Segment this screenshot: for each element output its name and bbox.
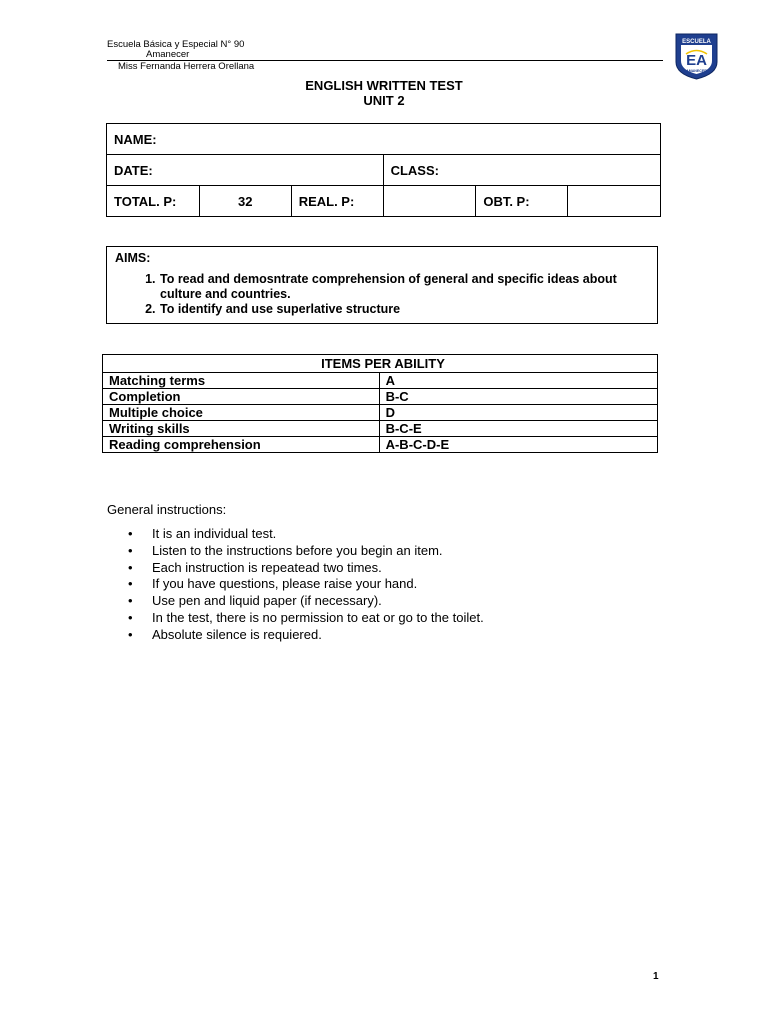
points-row xyxy=(107,186,661,217)
list-item: • Absolute silence is requiered. xyxy=(128,627,484,644)
school-subtitle: Amanecer xyxy=(146,49,190,60)
table-row xyxy=(103,389,658,405)
table-row xyxy=(103,421,658,437)
name-row xyxy=(107,124,661,155)
items-cell: D xyxy=(379,405,657,421)
test-title: ENGLISH WRITTEN TEST xyxy=(305,78,463,93)
student-info-table xyxy=(106,123,661,217)
date-label: DATE: xyxy=(107,155,384,186)
ability-cell: Matching terms xyxy=(103,373,380,389)
items-cell: A-B-C-D-E xyxy=(379,437,657,453)
aim-item: 1. To read and demosntrate comprehension of general and specific ideas about culture and countries. xyxy=(159,272,659,302)
general-instructions-list xyxy=(128,526,484,644)
table-header-row xyxy=(103,355,658,373)
school-name: Escuela Básica y Especial N° 90 xyxy=(107,39,245,50)
general-instructions-heading: General instructions: xyxy=(107,502,227,517)
items-cell: B-C-E xyxy=(379,421,657,437)
ability-cell: Completion xyxy=(103,389,380,405)
list-item: • Each instruction is repeatead two times. xyxy=(128,560,484,577)
table-row xyxy=(103,437,658,453)
items-per-ability-header: ITEMS PER ABILITY xyxy=(103,355,658,373)
list-item: • In the test, there is no permission to eat or go to the toilet. xyxy=(128,610,484,627)
logo-text-top: ESCUELA xyxy=(682,39,711,45)
real-points-value xyxy=(383,186,476,217)
ability-cell: Multiple choice xyxy=(103,405,380,421)
date-row xyxy=(107,155,661,186)
ability-cell: Writing skills xyxy=(103,421,380,437)
test-unit: UNIT 2 xyxy=(363,93,405,108)
total-points-label: TOTAL. P: xyxy=(107,186,200,217)
page-number: 1 xyxy=(653,971,659,982)
teacher-name: Miss Fernanda Herrera Orellana xyxy=(118,61,255,72)
logo-letters: EA xyxy=(686,52,707,69)
obtained-points-value xyxy=(568,186,661,217)
total-points-value: 32 xyxy=(199,186,291,217)
aim-item: 2. To identify and use superlative structure xyxy=(159,302,659,317)
items-cell: B-C xyxy=(379,389,657,405)
list-item: • It is an individual test. xyxy=(128,526,484,543)
ability-cell: Reading comprehension xyxy=(103,437,380,453)
list-item: • If you have questions, please raise your hand. xyxy=(128,576,484,593)
list-item: • Use pen and liquid paper (if necessary). xyxy=(128,593,484,610)
table-row xyxy=(103,373,658,389)
real-points-label: REAL. P: xyxy=(291,186,383,217)
school-logo-icon xyxy=(674,32,719,80)
name-label: NAME: xyxy=(107,124,661,155)
logo-text-bottom: AMANECER xyxy=(686,69,707,73)
obtained-points-label: OBT. P: xyxy=(476,186,568,217)
items-cell: A xyxy=(379,373,657,389)
aims-box xyxy=(106,246,658,324)
aims-label: AIMS: xyxy=(115,251,151,265)
items-per-ability-table xyxy=(102,354,658,453)
list-item: • Listen to the instructions before you begin an item. xyxy=(128,543,484,560)
aims-list xyxy=(107,272,659,317)
class-label: CLASS: xyxy=(383,155,660,186)
table-row xyxy=(103,405,658,421)
